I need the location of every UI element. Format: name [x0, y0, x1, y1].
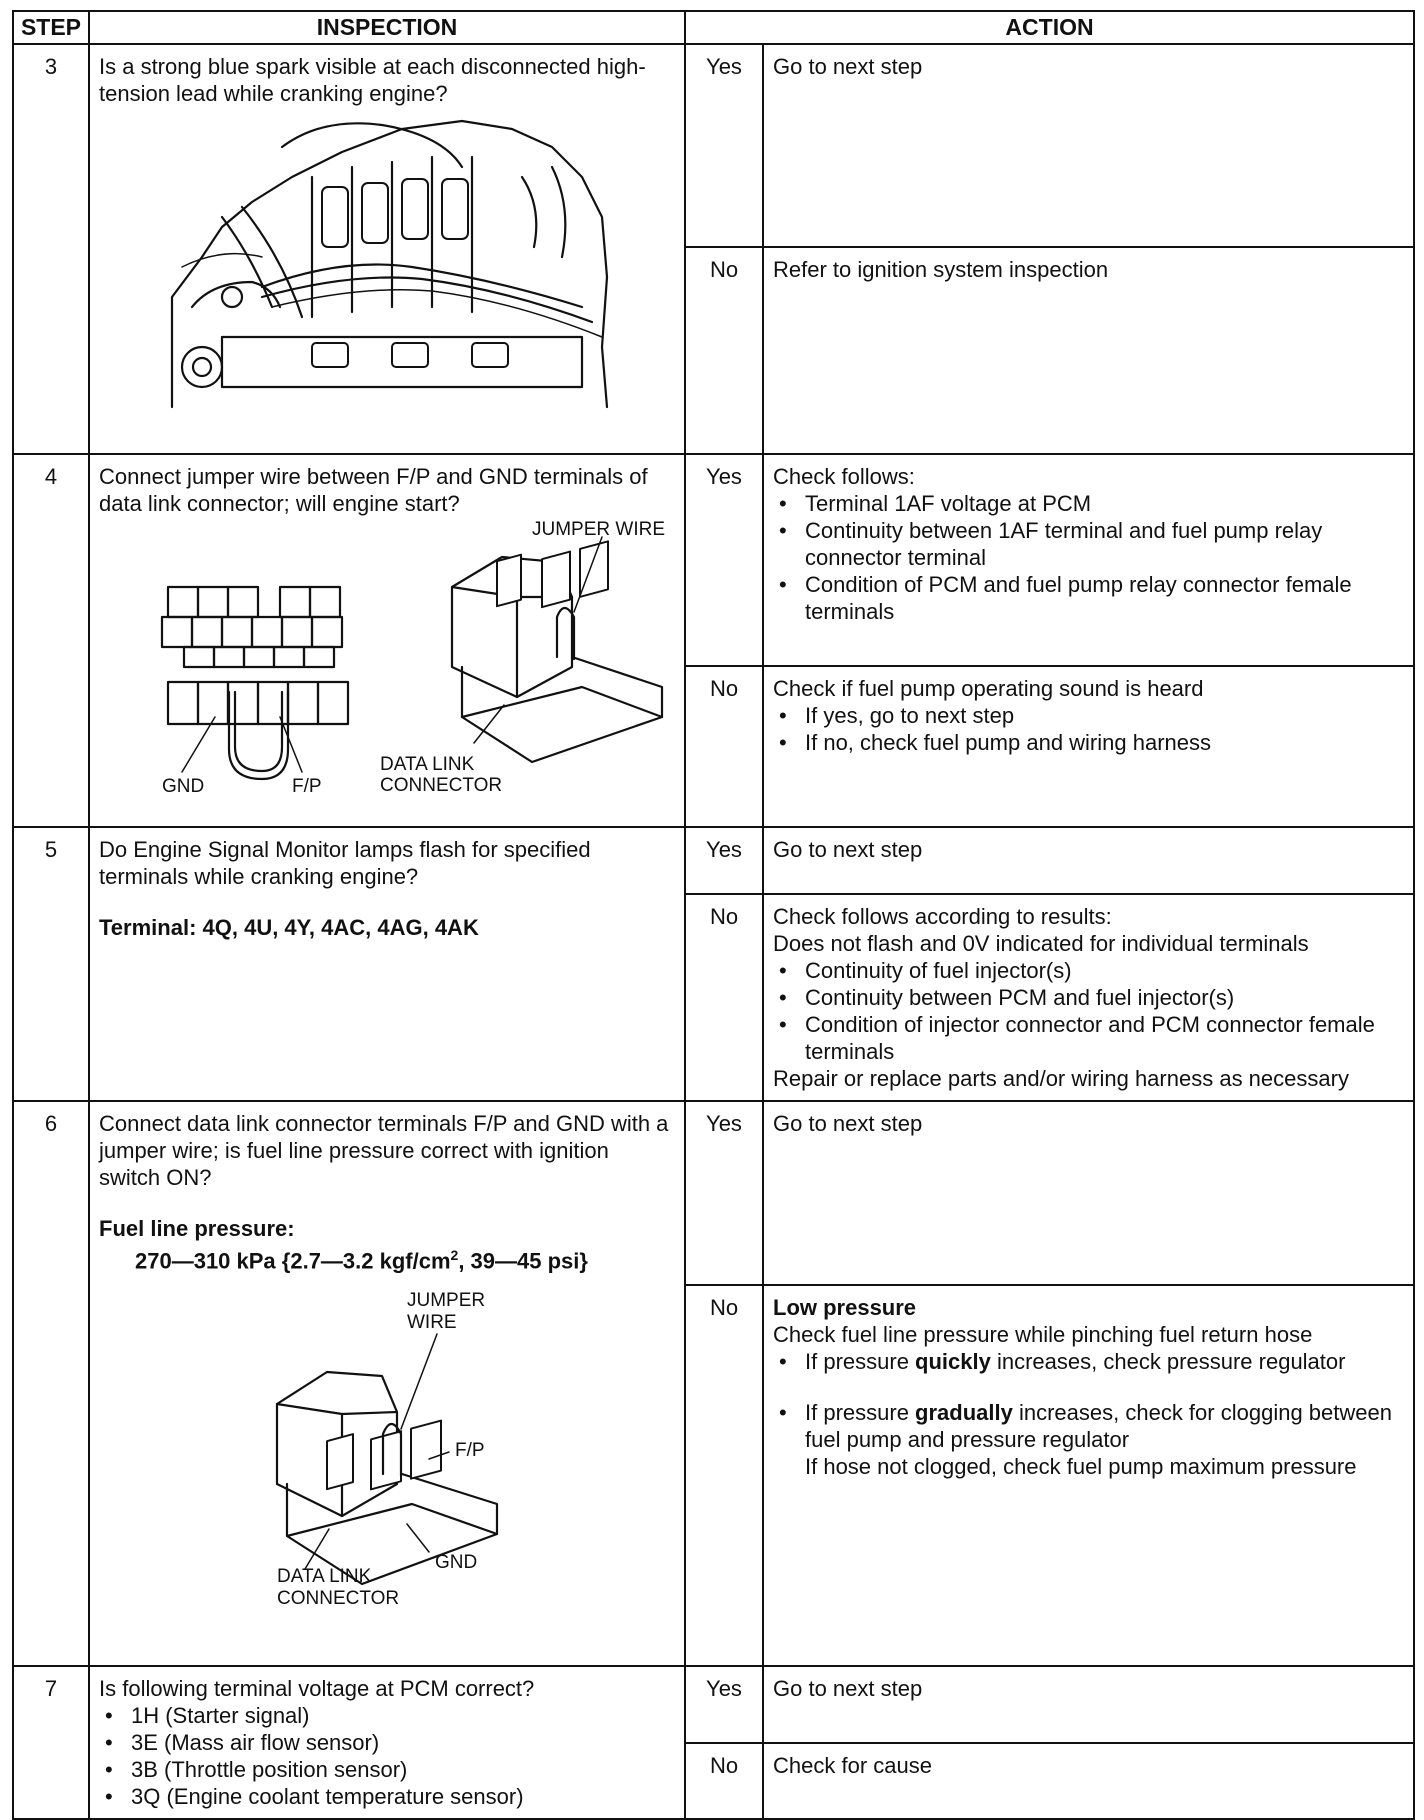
step-3-no-action: Refer to ignition system inspection	[763, 247, 1414, 454]
action-subheading: Does not flash and 0V indicated for individual terminals	[773, 931, 1309, 956]
connector-3d-icon	[452, 537, 662, 762]
step-4-yes-label: Yes	[685, 454, 763, 666]
spacer	[99, 890, 675, 914]
list-item: • Continuity between 1AF terminal and fuel pump relay connector terminal	[773, 517, 1404, 571]
list-item: • Continuity of fuel injector(s)	[773, 957, 1404, 984]
action-heading: Low pressure	[773, 1295, 917, 1320]
action-outro: Repair or replace parts and/or wiring harness as necessary	[773, 1066, 1349, 1091]
list-item: • Condition of injector connector and PCM connector female terminals	[773, 1011, 1404, 1065]
spacer	[99, 1191, 675, 1215]
list-item: • 3B (Throttle position sensor)	[99, 1756, 675, 1783]
action-intro: Check follows according to results:	[773, 904, 1112, 929]
step-4-yes-action	[763, 454, 1414, 666]
step-7-yes-row	[13, 1666, 1414, 1743]
jumper-wire-label: JUMPER WIRE	[532, 519, 665, 540]
step-7-no-label: No	[685, 1743, 763, 1819]
data-link-connector-diagram	[102, 517, 672, 802]
step-3-inspection	[89, 44, 685, 454]
step-6-yes-label: Yes	[685, 1101, 763, 1285]
step-6-inspection	[89, 1101, 685, 1666]
action-list	[773, 957, 1404, 1065]
step-4-inspection	[89, 454, 685, 827]
step-7-inspection	[89, 1666, 685, 1819]
item-text: If pressure	[805, 1400, 916, 1425]
dlc-label-line2: CONNECTOR	[277, 1588, 400, 1610]
spacer	[773, 1375, 1404, 1399]
step-3-yes-label: Yes	[685, 44, 763, 247]
step-6-yes-row	[13, 1101, 1414, 1285]
header-row	[13, 11, 1414, 44]
item-emphasis: quickly	[915, 1349, 991, 1374]
step-number: 4	[13, 454, 89, 827]
step-6-yes-action: Go to next step	[763, 1101, 1414, 1285]
header-inspection: INSPECTION	[89, 11, 685, 44]
step-number: 6	[13, 1101, 89, 1666]
list-item: • Continuity between PCM and fuel injector(s)	[773, 984, 1404, 1011]
step-5-no-action	[763, 894, 1414, 1101]
connector-face-icon	[162, 587, 348, 779]
step-question: Connect jumper wire between F/P and GND terminals of data link connector; will engine start?	[99, 464, 648, 516]
terminal-list	[99, 1702, 675, 1810]
spec-value-a: 270—310 kPa {2.7—3.2 kgf/cm	[135, 1248, 451, 1274]
spec-value-b: , 39—45 psi}	[458, 1248, 588, 1274]
list-item: • 3Q (Engine coolant temperature sensor)	[99, 1783, 675, 1810]
list-item	[773, 1348, 1404, 1375]
list-item: • 3E (Mass air flow sensor)	[99, 1729, 675, 1756]
step-question: Is following terminal voltage at PCM correct?	[99, 1676, 535, 1701]
action-intro: Check if fuel pump operating sound is heard	[773, 676, 1204, 701]
item-text: If pressure	[805, 1349, 916, 1374]
item-text: increases, check pressure regulator	[990, 1349, 1346, 1374]
step-5-no-label: No	[685, 894, 763, 1101]
list-item: • Condition of PCM and fuel pump relay connector female terminals	[773, 571, 1404, 625]
gnd-label: GND	[162, 776, 205, 797]
item-emphasis: gradually	[915, 1400, 1013, 1425]
step-7-yes-action: Go to next step	[763, 1666, 1414, 1743]
step-5-inspection	[89, 827, 685, 1101]
list-item: • Terminal 1AF voltage at PCM	[773, 490, 1404, 517]
terminal-label: Terminal:	[99, 915, 197, 940]
step-6-no-label: No	[685, 1285, 763, 1666]
step-7-yes-label: Yes	[685, 1666, 763, 1743]
step-number: 5	[13, 827, 89, 1101]
list-item	[773, 1399, 1404, 1480]
step-4-no-action	[763, 666, 1414, 827]
dlc-label-line2: CONNECTOR	[380, 775, 503, 796]
header-step: STEP	[13, 11, 89, 44]
step-question: Connect data link connector terminals F/P and GND with a jumper wire; is fuel line pressure correct with ignition switch ON?	[99, 1111, 669, 1190]
action-list	[773, 1348, 1404, 1375]
step-5-yes-row	[13, 827, 1414, 894]
item-text: increases, check for clogging between fuel pump and pressure regulator	[805, 1400, 1392, 1452]
step-5-yes-label: Yes	[685, 827, 763, 894]
action-list	[773, 490, 1404, 625]
action-list	[773, 1399, 1404, 1480]
jumper-connector-diagram	[167, 1284, 607, 1614]
spec-value-sup: 2	[450, 1247, 459, 1263]
step-5-yes-action: Go to next step	[763, 827, 1414, 894]
list-item: • 1H (Starter signal)	[99, 1702, 675, 1729]
dlc-label-line1: DATA LINK	[380, 754, 475, 775]
action-intro: Check follows:	[773, 464, 915, 489]
gnd-label: GND	[435, 1552, 478, 1574]
step-number: 7	[13, 1666, 89, 1819]
pressure-spec-value	[99, 1242, 675, 1274]
terminal-spec	[99, 914, 675, 941]
fp-label: F/P	[455, 1440, 485, 1462]
step-4-yes-row	[13, 454, 1414, 666]
engine-illustration	[162, 107, 612, 417]
step-number: 3	[13, 44, 89, 454]
item-text-extra: If hose not clogged, check fuel pump maximum pressure	[805, 1454, 1357, 1479]
step-3-yes-row	[13, 44, 1414, 247]
step-7-no-action: Check for cause	[763, 1743, 1414, 1819]
step-3-yes-action: Go to next step	[763, 44, 1414, 247]
action-list	[773, 702, 1404, 756]
step-question: Do Engine Signal Monitor lamps flash for specified terminals while cranking engine?	[99, 837, 591, 889]
header-action: ACTION	[685, 11, 1414, 44]
step-3-no-label: No	[685, 247, 763, 454]
step-4-no-label: No	[685, 666, 763, 827]
step-6-no-action	[763, 1285, 1414, 1666]
fp-label: F/P	[292, 776, 322, 797]
pressure-spec-label: Fuel line pressure:	[99, 1216, 295, 1241]
dlc-label-line1: DATA LINK	[277, 1566, 372, 1588]
inspection-table	[12, 10, 1415, 1820]
list-item: • If yes, go to next step	[773, 702, 1404, 729]
step-question: Is a strong blue spark visible at each disconnected high-tension lead while cranking engine?	[99, 54, 646, 106]
jumper-label-line2: WIRE	[407, 1312, 457, 1334]
terminal-values: 4Q, 4U, 4Y, 4AC, 4AG, 4AK	[202, 915, 479, 940]
action-intro: Check fuel line pressure while pinching fuel return hose	[773, 1322, 1313, 1347]
list-item: • If no, check fuel pump and wiring harness	[773, 729, 1404, 756]
jumper-label-line1: JUMPER	[407, 1290, 486, 1312]
